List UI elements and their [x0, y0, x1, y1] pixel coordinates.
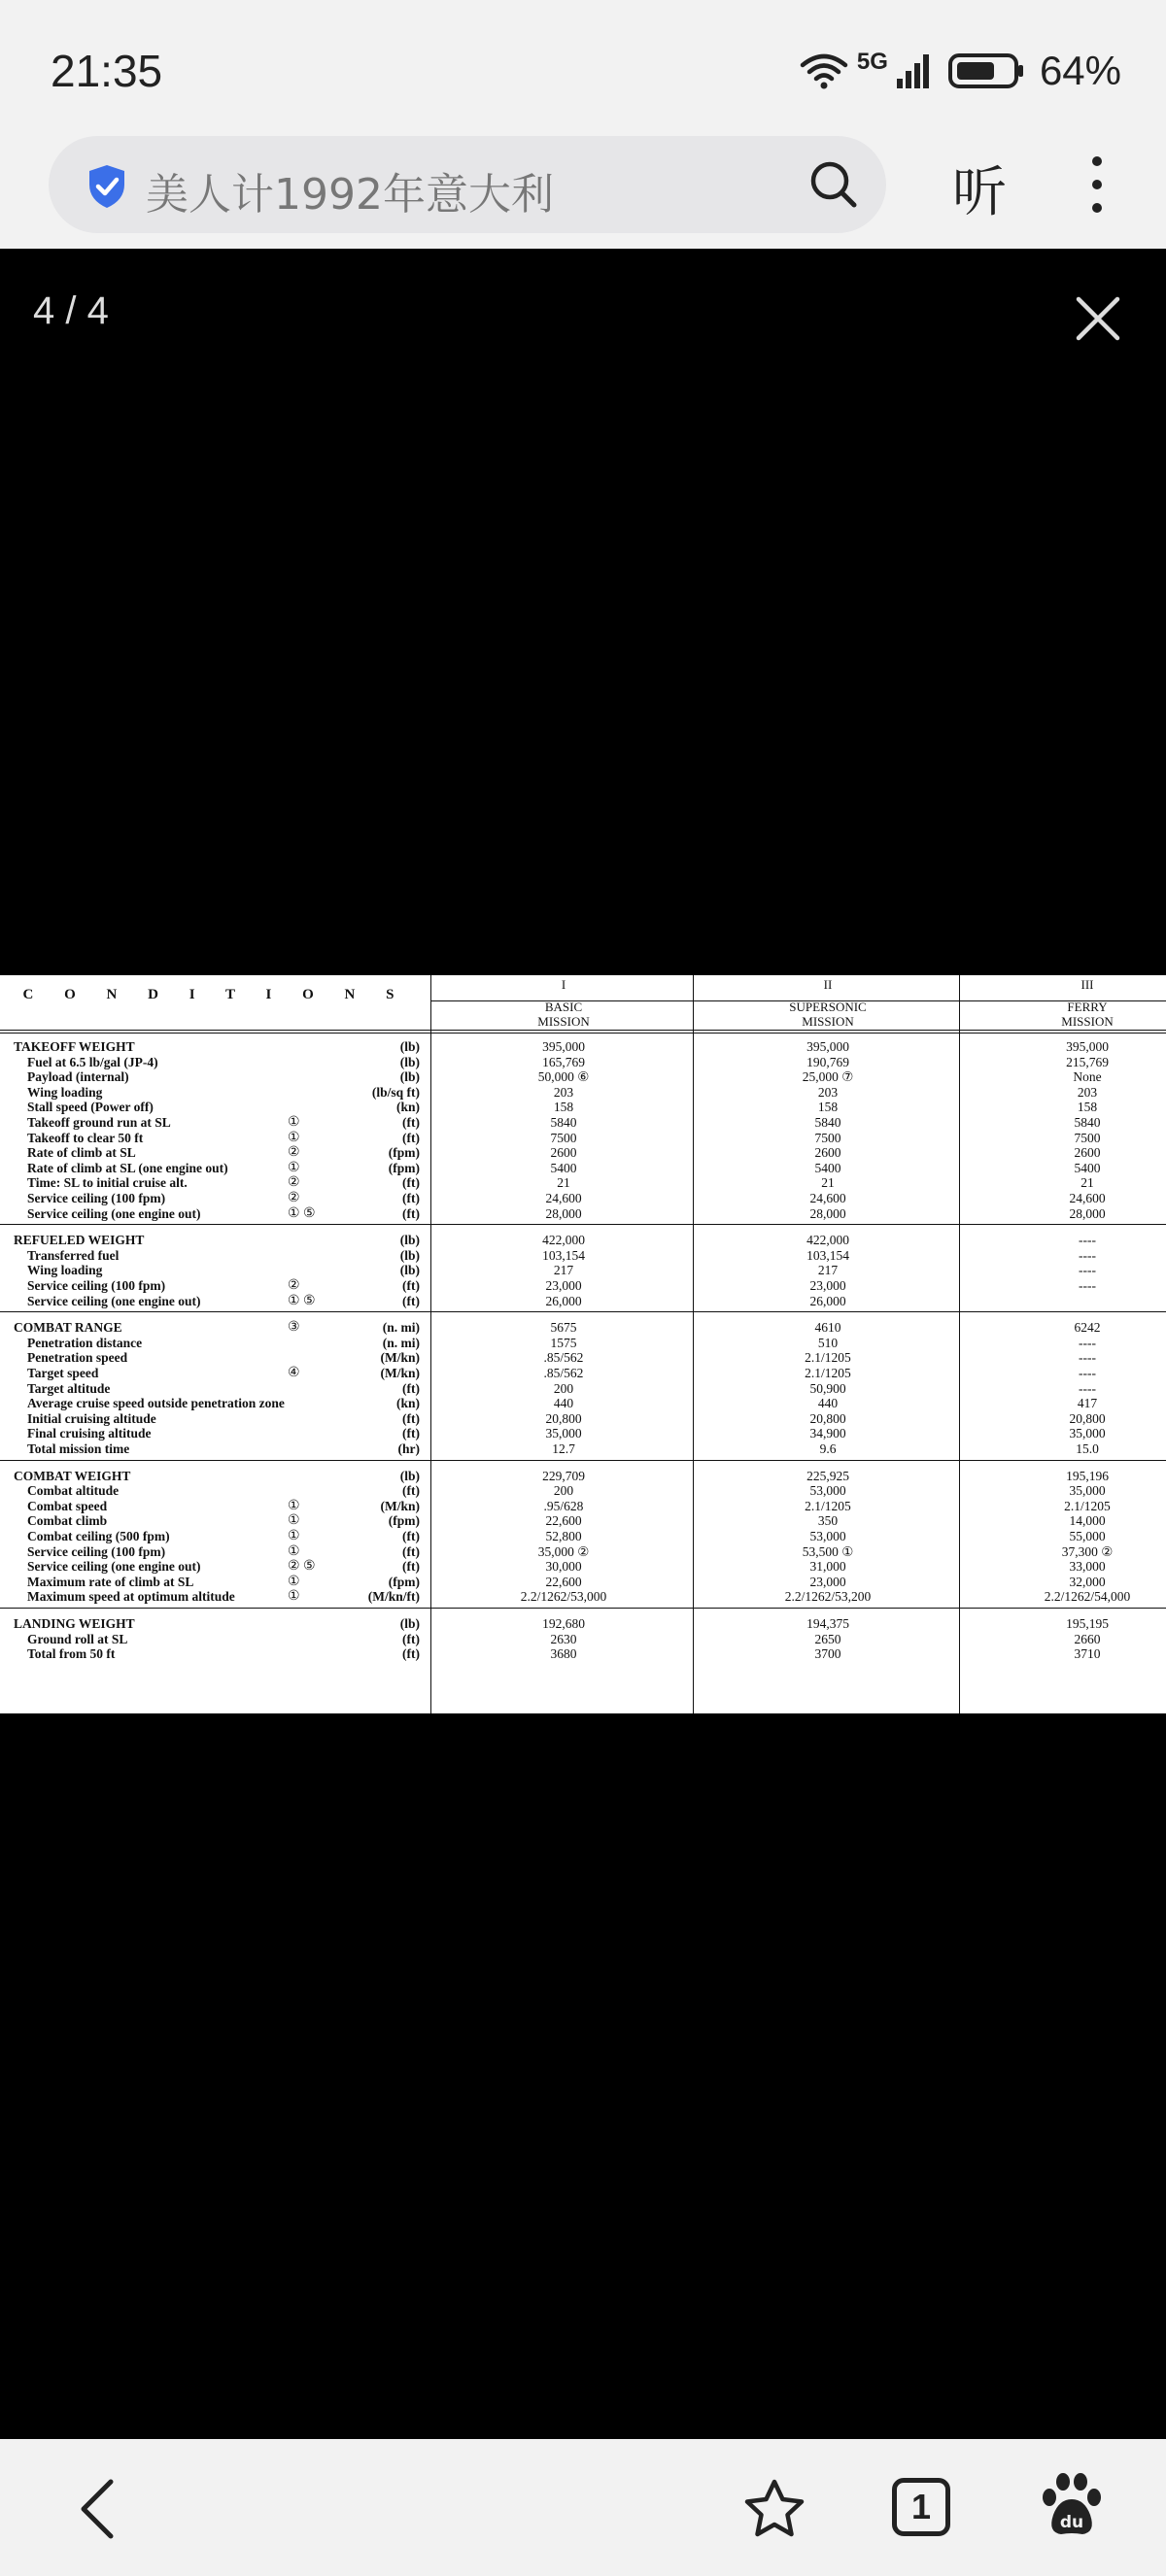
value-ferry: 417: [1077, 1396, 1098, 1411]
search-bar[interactable]: [49, 136, 886, 233]
shield-icon: [86, 163, 128, 210]
table-row: [0, 1529, 1166, 1544]
row-unit: (fpm): [388, 1145, 420, 1161]
value-basic: 35,000 ②: [537, 1543, 590, 1559]
table-row: [0, 1559, 1166, 1575]
footnote-marker: ①: [288, 1160, 300, 1175]
footnote-marker: ② ⑤: [288, 1559, 316, 1575]
row-label: Total mission time: [27, 1441, 130, 1456]
value-basic: 5675: [550, 1320, 577, 1336]
row-label: Total from 50 ft: [27, 1646, 116, 1662]
table-row: [0, 1085, 1166, 1101]
row-unit: (lb): [399, 1054, 420, 1069]
value-ferry: 7500: [1074, 1130, 1101, 1145]
value-ferry: 35,000: [1069, 1483, 1106, 1499]
table-row: [0, 1191, 1166, 1206]
row-label: Maximum rate of climb at SL: [27, 1574, 194, 1589]
value-ferry: ----: [1079, 1263, 1096, 1278]
value-supersonic: 28,000: [809, 1205, 846, 1221]
value-supersonic: 225,925: [806, 1468, 849, 1483]
value-ferry: 14,000: [1069, 1513, 1106, 1529]
footnote-marker: ①: [288, 1574, 300, 1589]
network-type: 5G: [856, 49, 888, 75]
table-row: [0, 1115, 1166, 1131]
value-ferry: 28,000: [1069, 1205, 1106, 1221]
row-unit: (M/kn/ft): [367, 1589, 420, 1605]
value-basic: 52,800: [545, 1529, 582, 1543]
row-unit: (ft): [402, 1130, 420, 1145]
value-supersonic: 217: [817, 1263, 839, 1278]
value-basic: 5840: [550, 1115, 577, 1130]
value-supersonic: 20,800: [809, 1410, 846, 1426]
table-row: [0, 1632, 1166, 1647]
row-label: Combat climb: [27, 1513, 108, 1529]
back-icon[interactable]: [76, 2478, 119, 2540]
column-number: I: [561, 977, 566, 992]
status-bar: [0, 0, 1166, 136]
row-unit: (ft): [402, 1380, 420, 1396]
value-ferry: 15.0: [1076, 1441, 1099, 1456]
value-supersonic: 5840: [814, 1115, 841, 1130]
row-label: Service ceiling (100 fpm): [27, 1278, 166, 1293]
row-divider: [0, 1224, 1166, 1225]
signal-icon: [896, 51, 931, 90]
value-basic: 7500: [550, 1130, 577, 1145]
more-menu-icon[interactable]: [1082, 153, 1112, 216]
row-label: Service ceiling (100 fpm): [27, 1543, 166, 1559]
column-subtitle: MISSION: [537, 1014, 590, 1029]
value-basic: 22,600: [545, 1574, 582, 1589]
value-supersonic: 2650: [814, 1631, 841, 1646]
table-row: [0, 1575, 1166, 1590]
value-supersonic: 9.6: [819, 1441, 837, 1456]
footnote-marker: ②: [288, 1175, 300, 1191]
row-unit: (ft): [402, 1278, 420, 1293]
table-row: [0, 1381, 1166, 1397]
table-row: [0, 1233, 1166, 1248]
svg-text:du: du: [1059, 2513, 1084, 2532]
table-row: [0, 1248, 1166, 1264]
value-supersonic: 190,769: [806, 1054, 849, 1069]
row-label: Wing loading: [27, 1084, 103, 1100]
column-header-ferry: [962, 977, 1166, 1029]
value-supersonic: 53,000: [809, 1529, 846, 1543]
row-unit: (M/kn): [380, 1498, 420, 1513]
value-supersonic: 2.1/1205: [805, 1366, 851, 1380]
row-label: Penetration speed: [27, 1350, 128, 1366]
value-supersonic: 24,600: [809, 1191, 846, 1205]
value-ferry: 5840: [1074, 1115, 1101, 1130]
table-row: [0, 1350, 1166, 1366]
column-header-basic: [433, 977, 694, 1029]
column-number: III: [1080, 977, 1094, 992]
table-row: [0, 1175, 1166, 1191]
bottom-navigation: [0, 2439, 1166, 2576]
value-basic: 20,800: [545, 1410, 582, 1426]
value-supersonic: 194,375: [806, 1616, 849, 1631]
row-label: Rate of climb at SL (one engine out): [27, 1160, 228, 1175]
row-unit: (ft): [402, 1559, 420, 1575]
table-row: [0, 1278, 1166, 1294]
row-label: Service ceiling (one engine out): [27, 1293, 201, 1308]
value-supersonic: 4610: [814, 1320, 841, 1336]
footnote-marker: ③: [288, 1320, 300, 1336]
value-basic: 26,000: [545, 1293, 582, 1308]
value-ferry: 195,195: [1066, 1616, 1109, 1631]
baidu-paw-icon[interactable]: [1040, 2472, 1104, 2540]
value-basic: 1575: [550, 1335, 577, 1350]
image-counter: 4 / 4: [33, 289, 109, 332]
table-row: [0, 1589, 1166, 1605]
row-unit: (lb): [399, 1616, 420, 1631]
footnote-marker: ①: [288, 1589, 300, 1605]
value-supersonic: 2.2/1262/53,200: [784, 1589, 872, 1605]
row-label: Takeoff to clear 50 ft: [27, 1130, 144, 1145]
value-supersonic: 31,000: [809, 1559, 846, 1575]
row-label: Combat altitude: [27, 1483, 120, 1499]
value-basic: 395,000: [542, 1039, 585, 1054]
table-row: [0, 1411, 1166, 1427]
footnote-marker: ①: [288, 1529, 300, 1543]
conditions-title: C O N D I T I O N S: [22, 987, 408, 1002]
value-supersonic: 21: [821, 1175, 835, 1191]
row-label: Penetration distance: [27, 1335, 143, 1350]
value-ferry: 215,769: [1066, 1054, 1109, 1069]
value-basic: 440: [553, 1396, 574, 1411]
value-ferry: 20,800: [1069, 1410, 1106, 1426]
value-supersonic: 53,000: [809, 1483, 846, 1499]
table-row: [0, 1646, 1166, 1662]
row-label: Fuel at 6.5 lb/gal (JP-4): [27, 1054, 158, 1069]
row-label: Rate of climb at SL: [27, 1145, 136, 1161]
value-supersonic: 25,000 ⑦: [802, 1069, 854, 1085]
table-row: [0, 1161, 1166, 1176]
column-title: BASIC: [544, 1000, 583, 1014]
row-label: Service ceiling (one engine out): [27, 1205, 201, 1221]
footnote-marker: ①: [288, 1498, 300, 1513]
row-label: Transferred fuel: [27, 1247, 120, 1263]
value-ferry: ----: [1079, 1350, 1096, 1366]
row-unit: (ft): [402, 1410, 420, 1426]
status-time: 21:35: [51, 46, 163, 96]
listen-button[interactable]: 听: [952, 161, 1007, 224]
value-ferry: 2.1/1205: [1064, 1498, 1111, 1513]
table-row: [0, 1441, 1166, 1457]
table-row: [0, 1100, 1166, 1115]
value-ferry: ----: [1079, 1247, 1096, 1263]
row-label: Time: SL to initial cruise alt.: [27, 1175, 188, 1191]
battery-icon: [948, 51, 1026, 90]
column-title: FERRY: [1067, 1000, 1108, 1014]
value-basic: 200: [553, 1380, 574, 1396]
value-basic: 23,000: [545, 1278, 582, 1293]
value-supersonic: 5400: [814, 1160, 841, 1175]
value-ferry: 37,300 ②: [1061, 1543, 1114, 1559]
value-supersonic: 3700: [814, 1646, 841, 1662]
row-unit: (lb): [399, 1263, 420, 1278]
tabs-button[interactable]: 1: [892, 2478, 950, 2536]
table-row: [0, 1131, 1166, 1146]
document-image: [0, 975, 1166, 1713]
table-row: [0, 1396, 1166, 1411]
value-basic: 203: [553, 1084, 574, 1100]
value-basic: 103,154: [542, 1247, 585, 1263]
value-basic: 30,000: [545, 1559, 582, 1575]
row-label: Combat speed: [27, 1498, 108, 1513]
row-label: Initial cruising altitude: [27, 1410, 156, 1426]
row-unit: (kn): [395, 1396, 420, 1411]
row-unit: (lb): [399, 1039, 420, 1054]
value-supersonic: 158: [817, 1100, 839, 1115]
value-basic: 217: [553, 1263, 574, 1278]
value-ferry: 24,600: [1069, 1191, 1106, 1205]
footnote-marker: ①: [288, 1130, 300, 1145]
row-label: Stall speed (Power off): [27, 1100, 154, 1115]
value-ferry: 55,000: [1069, 1529, 1106, 1543]
value-basic: 2600: [550, 1145, 577, 1161]
row-unit: (ft): [402, 1543, 420, 1559]
value-supersonic: 34,900: [809, 1426, 846, 1441]
value-basic: 3680: [550, 1646, 577, 1662]
close-icon[interactable]: [1075, 295, 1121, 342]
value-ferry: 2600: [1074, 1145, 1101, 1161]
table-row: [0, 1039, 1166, 1055]
value-supersonic: 7500: [814, 1130, 841, 1145]
row-label: Payload (internal): [27, 1069, 129, 1085]
value-supersonic: 26,000: [809, 1293, 846, 1308]
column-subtitle: MISSION: [802, 1014, 854, 1029]
row-unit: (ft): [402, 1191, 420, 1205]
value-supersonic: 422,000: [806, 1233, 849, 1248]
row-unit: (fpm): [388, 1574, 420, 1589]
value-ferry: ----: [1079, 1366, 1096, 1380]
footnote-marker: ②: [288, 1278, 300, 1293]
row-label: REFUELED WEIGHT: [14, 1233, 145, 1248]
value-supersonic: 23,000: [809, 1574, 846, 1589]
status-indicators: [799, 47, 1121, 95]
row-unit: (ft): [402, 1175, 420, 1191]
value-basic: 200: [553, 1483, 574, 1499]
value-basic: 229,709: [542, 1468, 585, 1483]
table-row: [0, 1426, 1166, 1441]
row-label: COMBAT WEIGHT: [14, 1468, 131, 1483]
footnote-marker: ①: [288, 1115, 300, 1130]
value-supersonic: 440: [817, 1396, 839, 1411]
image-viewer: [0, 249, 1166, 2439]
row-unit: (fpm): [388, 1160, 420, 1175]
value-ferry: 32,000: [1069, 1574, 1106, 1589]
footnote-marker: ②: [288, 1145, 300, 1161]
value-ferry: ----: [1079, 1278, 1096, 1293]
value-basic: 50,000 ⑥: [537, 1069, 590, 1085]
value-ferry: 395,000: [1066, 1039, 1109, 1054]
row-unit: (hr): [397, 1441, 420, 1456]
table-row: [0, 1294, 1166, 1309]
table-row: [0, 1263, 1166, 1278]
value-ferry: 35,000: [1069, 1426, 1106, 1441]
row-divider: [0, 1460, 1166, 1461]
row-unit: (M/kn): [380, 1350, 420, 1366]
search-query: 美人计1992年意大利: [146, 170, 554, 220]
value-basic: 165,769: [542, 1054, 585, 1069]
row-divider: [0, 1311, 1166, 1312]
value-supersonic: 395,000: [806, 1039, 849, 1054]
row-label: TAKEOFF WEIGHT: [14, 1039, 135, 1054]
footnote-marker: ① ⑤: [288, 1293, 316, 1308]
table-row: [0, 1483, 1166, 1499]
value-ferry: ----: [1079, 1233, 1096, 1248]
star-icon[interactable]: [742, 2478, 806, 2538]
row-label: Final cruising altitude: [27, 1426, 152, 1441]
value-basic: .85/562: [543, 1350, 584, 1366]
row-unit: (ft): [402, 1293, 420, 1308]
column-title: SUPERSONIC: [789, 1000, 867, 1014]
value-supersonic: 23,000: [809, 1278, 846, 1293]
row-divider: [0, 1033, 1166, 1034]
value-basic: 21: [557, 1175, 570, 1191]
value-basic: 12.7: [552, 1441, 575, 1456]
table-row: [0, 1499, 1166, 1514]
table-row: [0, 1616, 1166, 1632]
table-row: [0, 1145, 1166, 1161]
value-ferry: 2660: [1074, 1631, 1101, 1646]
row-unit: (lb): [399, 1233, 420, 1248]
value-basic: 22,600: [545, 1513, 582, 1529]
value-ferry: ----: [1079, 1335, 1096, 1350]
value-basic: 24,600: [545, 1191, 582, 1205]
table-row: [0, 1544, 1166, 1560]
row-label: Wing loading: [27, 1263, 103, 1278]
column-header-supersonic: [696, 977, 960, 1029]
value-basic: 158: [553, 1100, 574, 1115]
row-unit: (ft): [402, 1426, 420, 1441]
value-basic: 28,000: [545, 1205, 582, 1221]
value-supersonic: 50,900: [809, 1380, 846, 1396]
row-divider: [430, 1000, 1166, 1001]
footnote-marker: ②: [288, 1191, 300, 1205]
value-supersonic: 2.1/1205: [805, 1498, 851, 1513]
row-label: LANDING WEIGHT: [14, 1616, 135, 1631]
table-row: [0, 1366, 1166, 1381]
value-basic: 422,000: [542, 1233, 585, 1248]
row-unit: (ft): [402, 1631, 420, 1646]
row-unit: (ft): [402, 1115, 420, 1130]
table-row: [0, 1513, 1166, 1529]
value-supersonic: 2.1/1205: [805, 1350, 851, 1366]
value-basic: 35,000: [545, 1426, 582, 1441]
value-ferry: 21: [1080, 1175, 1094, 1191]
value-ferry: ----: [1079, 1380, 1096, 1396]
row-divider: [0, 1030, 1166, 1031]
value-basic: 2630: [550, 1631, 577, 1646]
row-label: Takeoff ground run at SL: [27, 1115, 171, 1130]
row-label: Target altitude: [27, 1380, 111, 1396]
value-basic: 192,680: [542, 1616, 585, 1631]
table-row: [0, 1320, 1166, 1336]
footnote-marker: ①: [288, 1543, 300, 1559]
value-supersonic: 103,154: [806, 1247, 849, 1263]
value-basic: 5400: [550, 1160, 577, 1175]
row-unit: (kn): [395, 1100, 420, 1115]
footnote-marker: ① ⑤: [288, 1205, 316, 1221]
row-label: COMBAT RANGE: [14, 1320, 122, 1336]
row-unit: (n. mi): [382, 1320, 420, 1336]
row-label: Average cruise speed outside penetration zone: [27, 1396, 285, 1411]
row-label: Ground roll at SL: [27, 1631, 128, 1646]
row-label: Service ceiling (100 fpm): [27, 1191, 166, 1205]
footnote-marker: ④: [288, 1366, 300, 1380]
search-icon[interactable]: [808, 159, 859, 210]
column-subtitle: MISSION: [1061, 1014, 1114, 1029]
value-ferry: 195,196: [1066, 1468, 1109, 1483]
table-row: [0, 1069, 1166, 1085]
value-ferry: 3710: [1074, 1646, 1101, 1662]
row-unit: (fpm): [388, 1513, 420, 1529]
row-unit: (ft): [402, 1646, 420, 1662]
row-divider: [0, 1608, 1166, 1609]
value-ferry: 5400: [1074, 1160, 1101, 1175]
row-label: Maximum speed at optimum altitude: [27, 1589, 235, 1605]
value-supersonic: 203: [817, 1084, 839, 1100]
row-unit: (n. mi): [382, 1335, 420, 1350]
value-basic: .85/562: [543, 1366, 584, 1380]
row-unit: (lb): [399, 1468, 420, 1483]
row-label: Combat ceiling (500 fpm): [27, 1529, 170, 1543]
footnote-marker: ①: [288, 1513, 300, 1529]
table-row: [0, 1206, 1166, 1222]
value-supersonic: 510: [817, 1335, 839, 1350]
value-ferry: None: [1073, 1069, 1102, 1085]
value-ferry: 203: [1077, 1084, 1098, 1100]
table-row: [0, 1469, 1166, 1484]
table-row: [0, 1055, 1166, 1070]
row-label: Service ceiling (one engine out): [27, 1559, 201, 1575]
row-unit: (lb): [399, 1247, 420, 1263]
value-supersonic: 350: [817, 1513, 839, 1529]
value-ferry: 158: [1077, 1100, 1098, 1115]
table-row: [0, 1336, 1166, 1351]
row-unit: (M/kn): [380, 1366, 420, 1380]
value-supersonic: 2600: [814, 1145, 841, 1161]
value-ferry: 2.2/1262/54,000: [1044, 1589, 1131, 1605]
row-unit: (lb): [399, 1069, 420, 1085]
value-ferry: 33,000: [1069, 1559, 1106, 1575]
row-unit: (ft): [402, 1483, 420, 1499]
row-unit: (ft): [402, 1205, 420, 1221]
row-unit: (lb/sq ft): [371, 1084, 420, 1100]
row-unit: (ft): [402, 1529, 420, 1543]
row-label: Target speed: [27, 1366, 99, 1380]
value-ferry: 6242: [1074, 1320, 1101, 1336]
value-basic: .95/628: [543, 1498, 584, 1513]
column-number: II: [823, 977, 833, 992]
value-supersonic: 53,500 ①: [802, 1543, 854, 1559]
wifi-icon: [799, 51, 849, 90]
value-basic: 2.2/1262/53,000: [520, 1589, 607, 1605]
battery-level: 64%: [1039, 48, 1121, 93]
